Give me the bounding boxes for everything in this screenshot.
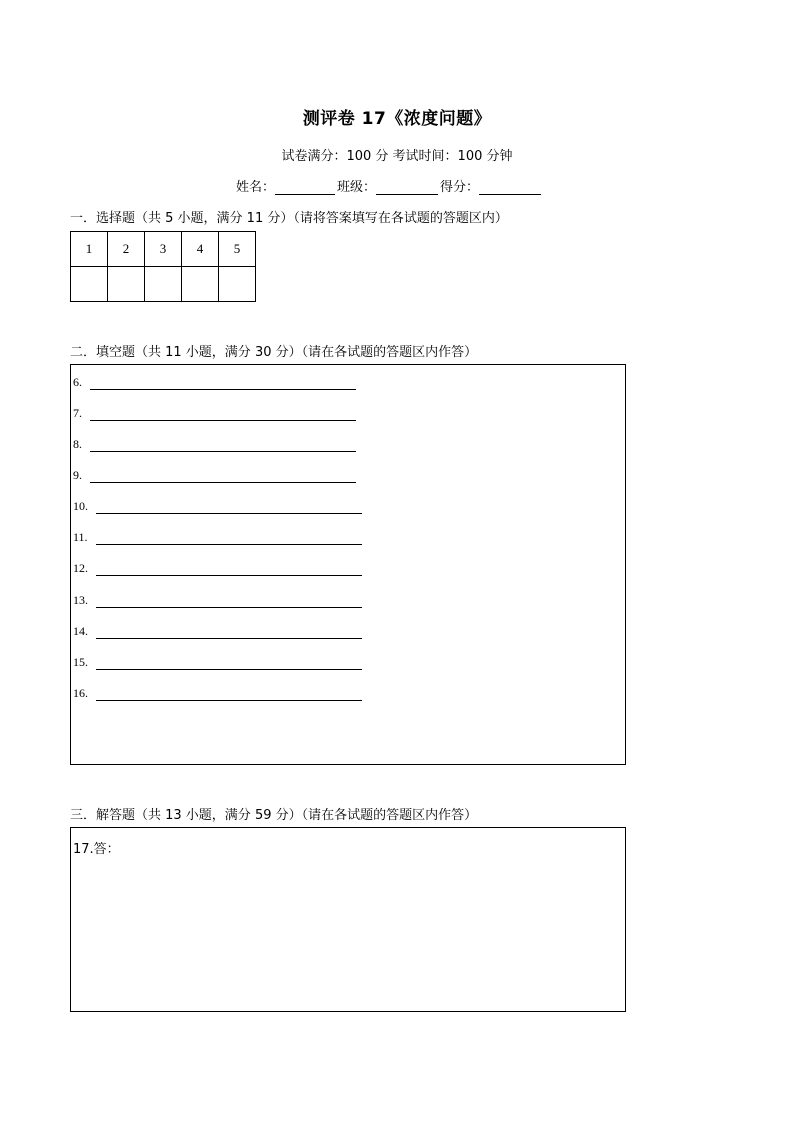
page-title: 测评卷 17《浓度问题》 [302,109,492,129]
fill-item-number: 11. [73,530,88,544]
class-label: 班级： [337,180,377,195]
fill-answer-line[interactable] [90,377,356,390]
choice-number: 4 [182,232,219,267]
fill-answer-line[interactable] [96,595,362,608]
fill-item [73,624,362,639]
choice-answer-table [70,231,256,302]
fill-item-number: 10. [73,499,88,513]
fill-answer-line[interactable] [96,563,362,576]
choice-answer-row [71,267,256,302]
choice-number: 3 [145,232,182,267]
section1-heading: 一．选择题（共 5 小题，满分 11 分）（请将答案填写在各试题的答题区内） [70,211,508,226]
fill-item-number: 12. [73,561,88,575]
fill-item [73,593,362,608]
score-blank[interactable] [479,180,541,195]
fill-answer-line[interactable] [96,532,362,545]
choice-number: 1 [71,232,108,267]
fill-item-number: 14. [73,624,88,638]
fill-in-answer-box [70,364,626,765]
fill-answer-line[interactable] [90,408,356,421]
student-info-line [236,176,543,195]
choice-answer-cell[interactable] [71,267,108,302]
section2-heading: 二．填空题（共 11 小题，满分 30 分）（请在各试题的答题区内作答） [70,345,478,360]
fill-item [73,437,356,452]
fill-item [73,468,356,483]
fill-item-number: 9. [73,468,82,482]
exam-info: 试卷满分：100 分 考试时间：100 分钟 [281,149,513,164]
name-label: 姓名： [236,180,276,195]
fill-item [73,561,362,576]
fill-answer-line[interactable] [96,626,362,639]
fill-answer-line[interactable] [90,439,356,452]
choice-answer-cell[interactable] [108,267,145,302]
section3-heading: 三．解答题（共 13 小题，满分 59 分）（请在各试题的答题区内作答） [70,808,478,823]
fill-item-number: 15. [73,655,88,669]
choice-answer-cell[interactable] [145,267,182,302]
fill-item [73,686,362,701]
name-blank[interactable] [275,180,335,195]
fill-item-number: 8. [73,437,82,451]
choice-number: 5 [219,232,256,267]
fill-item-number: 7. [73,406,82,420]
fill-answer-line[interactable] [96,688,362,701]
fill-answer-line[interactable] [96,657,362,670]
fill-item [73,530,362,545]
essay-answer-box[interactable] [70,827,626,1012]
fill-answer-line[interactable] [90,470,356,483]
fill-item-number: 6. [73,375,82,389]
fill-item [73,375,356,390]
fill-item [73,655,362,670]
score-label: 得分： [440,180,480,195]
class-blank[interactable] [376,180,438,195]
choice-number: 2 [108,232,145,267]
choice-answer-cell[interactable] [182,267,219,302]
choice-number-row [71,232,256,267]
fill-item-number: 13. [73,593,88,607]
fill-item-number: 16. [73,686,88,700]
answer-label: 17.答： [73,842,120,857]
choice-answer-cell[interactable] [219,267,256,302]
fill-item [73,406,356,421]
fill-item [73,499,362,514]
fill-answer-line[interactable] [96,501,362,514]
